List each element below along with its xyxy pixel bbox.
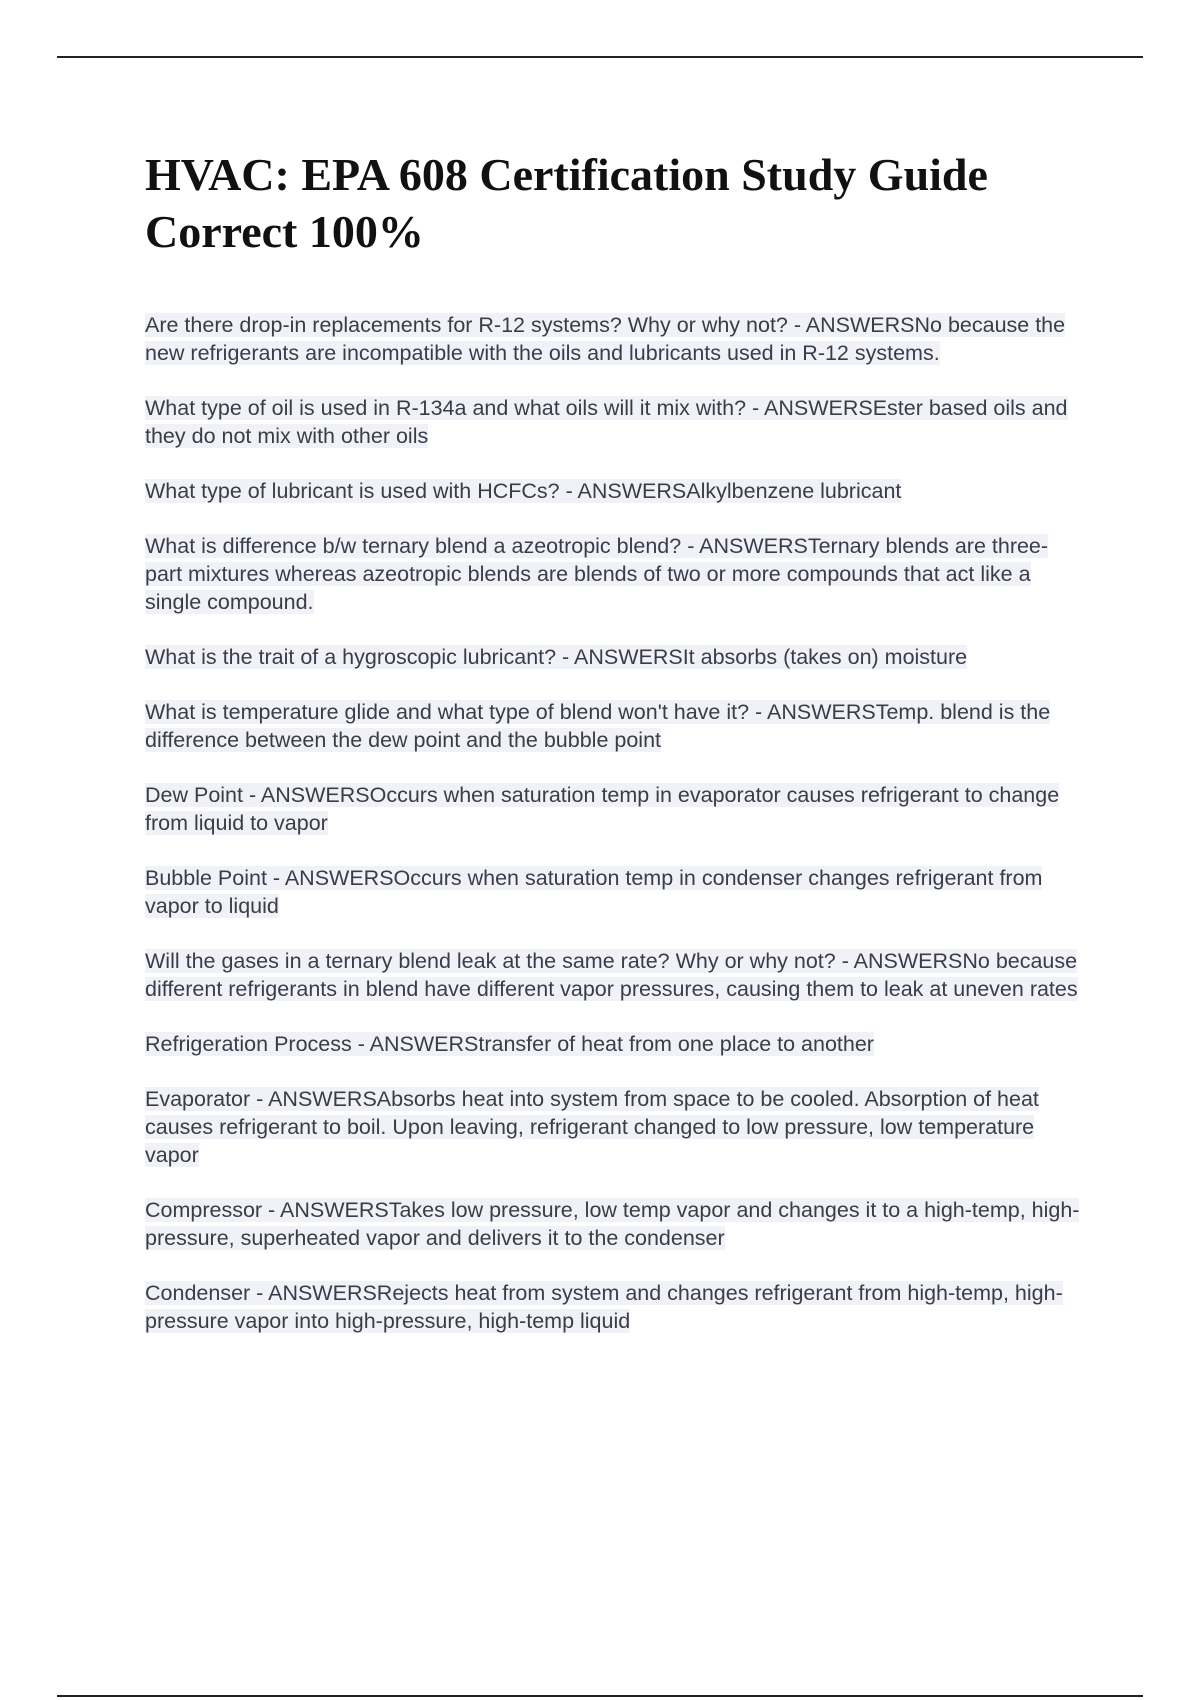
qa-text: Condenser - ANSWERSRejects heat from system and changes refrigerant from high-temp, high-pressure vapor into high-pressure, high-temp liquid <box>145 1281 1063 1333</box>
qa-item <box>145 1279 1080 1335</box>
qa-text: Dew Point - ANSWERSOccurs when saturation temp in evaporator causes refrigerant to change from liquid to vapor <box>145 783 1060 835</box>
qa-text: What type of oil is used in R-134a and what oils will it mix with? - ANSWERSEster based oils and they do not mix with other oils <box>145 396 1068 448</box>
header-rule <box>57 56 1143 58</box>
qa-text: Evaporator - ANSWERSAbsorbs heat into system from space to be cooled. Absorption of heat causes refrigerant to boil. Upon leaving, refrigerant changed to low pressure, low temperature vapor <box>145 1087 1039 1167</box>
qa-item <box>145 394 1080 450</box>
qa-text: What is temperature glide and what type of blend won't have it? - ANSWERSTemp. blend is the difference between the dew point and the bubble point <box>145 700 1051 752</box>
qa-item <box>145 947 1080 1003</box>
qa-item <box>145 1030 1080 1058</box>
qa-text: What type of lubricant is used with HCFCs? - ANSWERSAlkylbenzene lubricant <box>145 479 902 503</box>
qa-list <box>145 311 1080 1362</box>
qa-item <box>145 698 1080 754</box>
qa-item <box>145 1196 1080 1252</box>
qa-item <box>145 781 1080 837</box>
qa-text: Compressor - ANSWERSTakes low pressure, low temp vapor and changes it to a high-temp, high-pressure, superheated vapor and delivers it to the condenser <box>145 1198 1080 1250</box>
qa-item <box>145 1085 1080 1169</box>
qa-text: What is the trait of a hygroscopic lubricant? - ANSWERSIt absorbs (takes on) moisture <box>145 645 968 669</box>
qa-item <box>145 643 1080 671</box>
qa-item <box>145 532 1080 616</box>
qa-item <box>145 311 1080 367</box>
qa-text: Refrigeration Process - ANSWERStransfer of heat from one place to another <box>145 1032 874 1056</box>
footer-rule <box>57 1695 1143 1697</box>
qa-text: Are there drop-in replacements for R-12 systems? Why or why not? - ANSWERSNo because the new refrigerants are incompatible with the oils and lubricants used in R-12 systems. <box>145 313 1066 365</box>
page-title: HVAC: EPA 608 Certification Study Guide Correct 100% <box>145 149 988 257</box>
qa-text: Bubble Point - ANSWERSOccurs when saturation temp in condenser changes refrigerant from vapor to liquid <box>145 866 1043 918</box>
qa-text: What is difference b/w ternary blend a azeotropic blend? - ANSWERSTernary blends are three-part mixtures whereas azeotropic blends are blends of two or more compounds that act like a single compound. <box>145 534 1049 614</box>
qa-item <box>145 864 1080 920</box>
qa-text: Will the gases in a ternary blend leak at the same rate? Why or why not? - ANSWERSNo because different refrigerants in blend have different vapor pressures, causing them to leak at uneven rates <box>145 949 1078 1001</box>
qa-item <box>145 477 1080 505</box>
